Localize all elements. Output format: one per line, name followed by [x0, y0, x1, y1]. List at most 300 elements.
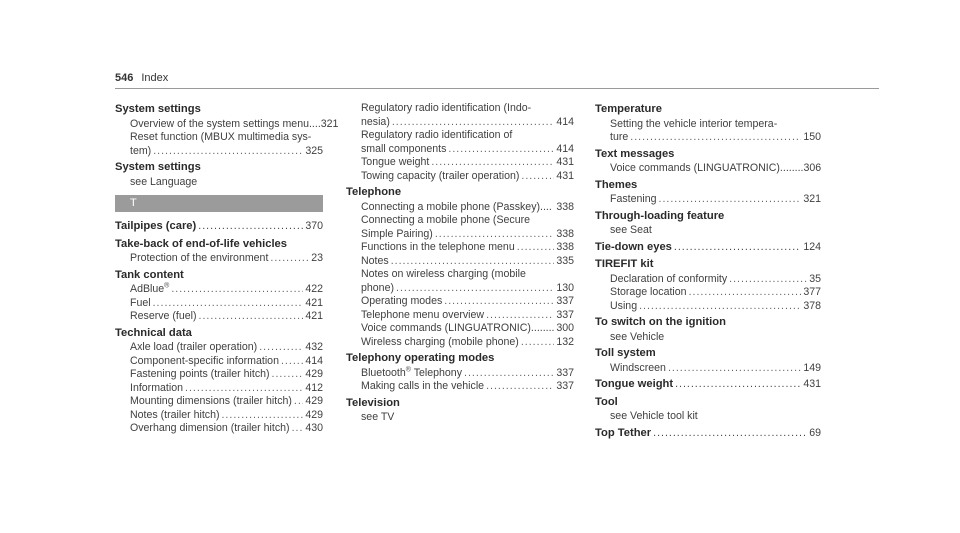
dot-leader	[689, 286, 802, 300]
index-subentry	[115, 252, 323, 266]
index-subentry-line	[361, 336, 574, 350]
page-ref[interactable]: 337	[556, 308, 574, 321]
index-term: Tank content	[115, 268, 184, 281]
index-subentry-line	[361, 102, 574, 116]
index-subentry	[346, 295, 574, 309]
dot-leader	[294, 395, 303, 409]
subentry-label: small components	[361, 142, 447, 155]
subentry-label: Connecting a mobile phone (Passkey)....	[361, 200, 552, 213]
index-subentry-line	[130, 355, 323, 369]
subentry-text	[361, 380, 484, 394]
subentry-text	[610, 224, 652, 238]
subentry-text	[361, 129, 512, 143]
index-entry	[595, 178, 821, 207]
dot-leader	[392, 116, 554, 130]
subentry-label: see Vehicle tool kit	[610, 410, 698, 422]
dot-leader	[639, 300, 801, 314]
index-subentry	[115, 382, 323, 396]
page-ref[interactable]: 412	[305, 381, 323, 394]
page-ref[interactable]: 325	[305, 144, 323, 157]
dot-leader	[153, 145, 303, 159]
index-subentry	[595, 224, 821, 238]
subentry-label: Using	[610, 299, 638, 312]
subentry-text	[361, 295, 442, 309]
subentry-label: see TV	[361, 411, 395, 423]
subentry-text	[130, 283, 169, 297]
subentry-text	[361, 336, 519, 350]
index-entry	[115, 326, 323, 436]
index-subentry-line	[610, 162, 821, 176]
index-subentry-line	[361, 228, 574, 242]
index-subentry-line	[610, 300, 821, 314]
index-subentry	[595, 118, 821, 145]
subentry-label: Regulatory radio identification (Indo-	[361, 102, 532, 114]
index-column-2	[346, 102, 574, 427]
subentry-label: Fastening points (trailer hitch)	[130, 368, 270, 380]
dot-leader	[292, 422, 304, 436]
subentry-label: Connecting a mobile phone (Secure	[361, 214, 531, 226]
index-subentry-line	[361, 309, 574, 323]
index-subentry	[346, 411, 574, 425]
page-ref[interactable]: 429	[305, 395, 323, 407]
index-subentry	[115, 368, 323, 382]
dot-leader	[653, 426, 807, 442]
index-subentry	[595, 162, 821, 176]
page-header	[115, 72, 168, 84]
dot-leader	[396, 282, 554, 296]
subentry-text	[610, 410, 698, 424]
index-subentry	[346, 336, 574, 350]
index-entry	[346, 351, 574, 394]
index-term: Technical data	[115, 326, 192, 339]
dot-leader	[198, 219, 303, 235]
index-subentry-line	[610, 131, 821, 145]
index-term-label: Tailpipes (care)	[115, 220, 197, 232]
dot-leader	[259, 341, 303, 355]
page-ref[interactable]: 338	[556, 241, 574, 253]
subentry-text	[130, 368, 270, 382]
index-entry	[595, 209, 821, 238]
index-subentry-line	[130, 341, 323, 355]
page-ref[interactable]: 150	[803, 131, 821, 143]
index-subentry-line	[610, 362, 821, 376]
subentry-label: Voice commands (LINGUATRONIC)........	[361, 322, 555, 334]
index-subentry-line	[361, 367, 574, 381]
index-entry	[595, 240, 821, 256]
page-ref[interactable]: 414	[305, 354, 323, 367]
subentry-text	[361, 228, 433, 242]
page-ref[interactable]: 132	[556, 335, 574, 348]
dot-leader	[486, 380, 554, 394]
index-subentry-line	[130, 368, 323, 382]
subentry-label: Notes	[361, 254, 389, 267]
index-subentry	[346, 156, 574, 170]
index-entry	[595, 315, 821, 344]
page-ref[interactable]: 321	[320, 117, 339, 130]
index-subentry	[115, 355, 323, 369]
index-subentry	[115, 283, 323, 297]
dot-leader	[281, 355, 303, 369]
subentry-text	[130, 409, 219, 423]
index-subentry-line	[361, 295, 574, 309]
subentry-label: ture	[610, 131, 629, 143]
subentry-text	[361, 411, 394, 425]
subentry-text	[610, 331, 664, 345]
subentry-label: Functions in the telephone menu	[361, 241, 515, 253]
subentry-text	[130, 382, 183, 396]
dot-leader	[521, 336, 555, 350]
index-term	[115, 219, 323, 235]
dot-leader	[517, 241, 555, 255]
page-ref[interactable]: 421	[305, 310, 323, 322]
subentry-label: Towing capacity (trailer operation)	[361, 169, 520, 182]
index-subentry	[346, 268, 574, 295]
index-term: System settings	[115, 161, 201, 173]
header-rule	[115, 88, 879, 89]
index-subentry	[346, 129, 574, 156]
subentry-label: Component-specific information	[130, 354, 279, 367]
dot-leader	[185, 382, 303, 396]
index-entry	[595, 257, 821, 313]
index-term: Telephone	[346, 186, 402, 198]
page-ref[interactable]: 421	[305, 296, 323, 309]
index-subentry	[346, 170, 574, 184]
index-subentry	[595, 410, 821, 424]
dot-leader	[171, 283, 303, 297]
page-ref[interactable]: 130	[556, 281, 574, 294]
index-subentry	[115, 297, 323, 311]
subentry-text	[361, 156, 429, 170]
index-subentry-line	[361, 241, 574, 255]
index-subentry	[115, 341, 323, 355]
index-subentry-line	[361, 214, 574, 228]
page-ref[interactable]: 337	[556, 295, 574, 307]
subentry-label: Declaration of conformity	[610, 272, 728, 285]
index-entry	[595, 102, 821, 145]
index-column-1	[115, 102, 339, 438]
index-subentry-line	[130, 409, 323, 423]
dot-leader	[521, 170, 554, 184]
page-ref[interactable]: 338	[556, 227, 574, 240]
subentry-label: Making calls in the vehicle	[361, 380, 485, 392]
page-ref[interactable]: 23	[311, 252, 323, 264]
index-term: System settings	[115, 103, 201, 115]
subentry-text	[361, 102, 531, 116]
dot-leader	[391, 255, 555, 269]
page-ref[interactable]: 124	[803, 240, 821, 253]
subentry-text	[130, 341, 257, 355]
page-ref[interactable]: 431	[556, 169, 574, 182]
dot-leader	[435, 228, 554, 242]
index-subentry	[346, 102, 574, 129]
index-entry	[595, 147, 821, 176]
subentry-label: see Seat	[610, 224, 652, 236]
subentry-label: phone)	[361, 281, 394, 294]
subentry-label: nesia)	[361, 115, 390, 128]
subentry-text	[130, 131, 311, 145]
index-subentry-line	[130, 297, 323, 311]
index-entry	[595, 377, 821, 393]
page-ref[interactable]: 149	[803, 361, 821, 374]
index-entry	[115, 160, 323, 189]
index-subentry	[595, 273, 821, 287]
index-term: Temperature	[595, 103, 662, 115]
page-ref[interactable]: 429	[305, 408, 323, 421]
index-subentry	[595, 362, 821, 376]
dot-leader	[486, 309, 554, 323]
index-entry	[595, 346, 821, 375]
index-subentry-line	[130, 252, 323, 266]
subentry-label: Notes on wireless charging (mobile	[361, 268, 526, 280]
subentry-label: Voice commands (LINGUATRONIC)........	[610, 162, 804, 174]
page-ref[interactable]: 35	[809, 272, 821, 285]
index-subentry-line	[130, 131, 323, 145]
index-subentry	[115, 422, 323, 436]
index-subentry	[346, 380, 574, 394]
page-ref[interactable]: 377	[803, 286, 821, 298]
index-entry	[595, 395, 821, 424]
index-subentry-line	[610, 193, 821, 207]
subentry-label: AdBlue	[130, 283, 165, 295]
subentry-text	[610, 118, 777, 132]
subentry-text	[361, 170, 519, 184]
index-term	[595, 377, 821, 393]
subentry-label: Telephone menu overview	[361, 308, 485, 321]
index-subentry-line	[130, 117, 339, 132]
registered-mark: ®	[164, 282, 170, 290]
index-entry	[595, 426, 821, 442]
subentry-text	[130, 422, 290, 436]
index-term: To switch on the ignition	[595, 316, 726, 328]
index-subentry-line	[361, 201, 574, 215]
page-ref[interactable]: 69	[809, 426, 821, 439]
page-ref[interactable]: 321	[803, 193, 821, 205]
subentry-text	[130, 395, 292, 409]
subentry-label: Reset function (MBUX multimedia sys-	[130, 131, 312, 143]
dot-leader	[153, 297, 304, 311]
subentry-text	[361, 322, 554, 336]
index-subentry	[346, 367, 574, 381]
subentry-text	[130, 176, 197, 190]
page-ref[interactable]: 414	[556, 115, 574, 128]
subentry-text	[610, 300, 637, 314]
subentry-text	[610, 131, 628, 145]
index-term	[595, 240, 821, 256]
dot-leader	[270, 252, 309, 266]
subentry-label: Storage location	[610, 286, 687, 298]
page-ref[interactable]: 431	[803, 378, 821, 390]
index-subentry-line	[130, 145, 323, 159]
subentry-label: see Language	[130, 175, 198, 188]
index-subentry-line	[610, 286, 821, 300]
index-term: Toll system	[595, 347, 656, 359]
page-ref[interactable]: 370	[305, 220, 323, 232]
page-ref[interactable]: 414	[556, 142, 574, 155]
index-subentry-line	[610, 273, 821, 287]
index-term-label: Tongue weight	[595, 378, 674, 390]
subentry-label: Axle load (trailer operation)	[130, 341, 258, 353]
dot-leader	[444, 295, 554, 309]
index-subentry-line	[610, 410, 821, 424]
subentry-label: Wireless charging (mobile phone)	[361, 335, 519, 348]
subentry-text	[361, 143, 446, 157]
page-ref[interactable]: 300	[556, 322, 574, 334]
dot-leader	[675, 377, 801, 393]
dot-leader	[659, 193, 802, 207]
subentry-text	[610, 193, 657, 207]
dot-leader	[674, 240, 801, 256]
section-letter-bar: T	[115, 195, 323, 212]
subentry-label: Fastening	[610, 193, 657, 205]
page-ref[interactable]: 422	[305, 283, 323, 295]
index-entry	[346, 102, 574, 183]
subentry-text	[130, 145, 151, 159]
index-subentry	[346, 255, 574, 269]
index-subentry	[346, 241, 574, 255]
index-subentry-line	[610, 118, 821, 132]
subentry-text	[361, 116, 390, 130]
index-subentry	[346, 214, 574, 241]
subentry-label: Fuel	[130, 296, 151, 309]
index-subentry-line	[361, 129, 574, 143]
subentry-text	[610, 362, 666, 376]
dot-leader	[199, 310, 304, 324]
subentry-label: Notes (trailer hitch)	[130, 408, 220, 421]
index-subentry	[595, 193, 821, 207]
index-term-label: Top Tether	[595, 426, 652, 439]
subentry-label: Regulatory radio identification of	[361, 129, 513, 141]
subentry-label: Protection of the environment	[130, 252, 269, 264]
index-subentry	[346, 309, 574, 323]
index-subentry	[115, 176, 323, 190]
index-subentry-line	[361, 255, 574, 269]
index-subentry-line	[361, 170, 574, 184]
index-subentry-line	[130, 422, 323, 436]
index-term: Text messages	[595, 147, 675, 160]
index-subentry-line	[610, 331, 821, 345]
subentry-text	[361, 241, 515, 255]
index-term: Telephony operating modes	[346, 352, 495, 364]
index-subentry	[346, 322, 574, 336]
index-subentry-line	[130, 382, 323, 396]
subentry-label: Operating modes	[361, 295, 443, 307]
index-entry	[115, 268, 323, 324]
index-entry	[346, 396, 574, 425]
index-entry	[346, 185, 574, 349]
subentry-text	[130, 118, 321, 132]
index-term-label: Tie-down eyes	[595, 240, 672, 253]
index-subentry-line	[130, 176, 323, 190]
subentry-text	[361, 214, 530, 228]
subentry-label: Reserve (fuel)	[130, 310, 197, 322]
dot-leader	[668, 362, 801, 376]
page-ref[interactable]: 337	[556, 380, 574, 392]
index-subentry-line	[361, 143, 574, 157]
subentry-text	[361, 309, 484, 323]
index-term	[595, 426, 821, 442]
dot-leader	[729, 273, 807, 287]
index-term: Themes	[595, 178, 638, 191]
index-term: Television	[346, 396, 400, 409]
dot-leader	[272, 368, 304, 382]
page-ref[interactable]: 378	[803, 299, 821, 312]
index-subentry-line	[361, 380, 574, 394]
subentry-label: Windscreen	[610, 361, 666, 374]
registered-mark: ®	[405, 365, 411, 373]
index-term: Tool	[595, 395, 618, 408]
subentry-label: Setting the vehicle interior tempera-	[610, 117, 778, 130]
subentry-label: Simple Pairing)	[361, 227, 433, 240]
index-subentry-line	[361, 322, 574, 336]
index-subentry-line	[610, 224, 821, 238]
index-subentry	[115, 409, 323, 423]
index-subentry	[595, 300, 821, 314]
subentry-text	[130, 252, 268, 266]
subentry-text	[361, 201, 552, 215]
subentry-text	[130, 355, 279, 369]
page-ref[interactable]: 429	[305, 368, 323, 380]
subentry-label: Mounting dimensions (trailer hitch)	[130, 395, 292, 407]
page-ref[interactable]: 431	[556, 156, 574, 168]
index-subentry	[115, 395, 323, 409]
subentry-text	[361, 255, 389, 269]
page-ref[interactable]: 338	[556, 200, 574, 213]
dot-leader	[448, 143, 554, 157]
dot-leader	[630, 131, 801, 145]
subentry-text	[130, 297, 151, 311]
page-ref[interactable]: 337	[556, 366, 574, 379]
dot-leader	[431, 156, 554, 170]
index-subentry-line	[130, 395, 323, 409]
index-term: TIREFIT kit	[595, 258, 654, 270]
page-ref[interactable]: 430	[305, 422, 323, 434]
index-entry	[115, 219, 323, 235]
index-subentry-line	[130, 283, 323, 297]
page-ref[interactable]: 306	[803, 162, 822, 174]
index-subentry-line	[361, 268, 574, 282]
index-subentry-line	[361, 411, 574, 425]
subentry-label: Overhang dimension (trailer hitch)	[130, 422, 290, 434]
subentry-text	[610, 162, 803, 176]
page-ref[interactable]: 432	[305, 341, 323, 353]
index-subentry-line	[361, 282, 574, 296]
subentry-label: see Vehicle	[610, 330, 665, 343]
index-subentry-line	[130, 310, 323, 324]
subentry-text	[361, 367, 462, 381]
subentry-text	[610, 273, 727, 287]
index-subentry	[595, 331, 821, 345]
dot-leader	[464, 367, 554, 381]
subentry-label-cont: Telephony	[410, 366, 462, 379]
subentry-label: Tongue weight	[361, 156, 430, 168]
index-subentry	[115, 131, 323, 158]
index-term: Through-loading feature	[595, 209, 725, 222]
index-subentry-line	[361, 156, 574, 170]
page-number: 546	[115, 72, 134, 84]
subentry-text	[361, 282, 394, 296]
subentry-text	[361, 268, 526, 282]
index-subentry	[115, 117, 339, 132]
index-entry	[115, 102, 339, 158]
subentry-label: tem)	[130, 144, 152, 157]
subentry-label: Overview of the system settings menu....	[130, 117, 321, 130]
index-subentry-line	[361, 116, 574, 130]
index-column-3	[595, 102, 821, 443]
subentry-label: Information	[130, 381, 183, 394]
index-subentry	[115, 310, 323, 324]
page-ref[interactable]: 335	[556, 254, 574, 267]
subentry-label: Bluetooth	[361, 366, 406, 379]
